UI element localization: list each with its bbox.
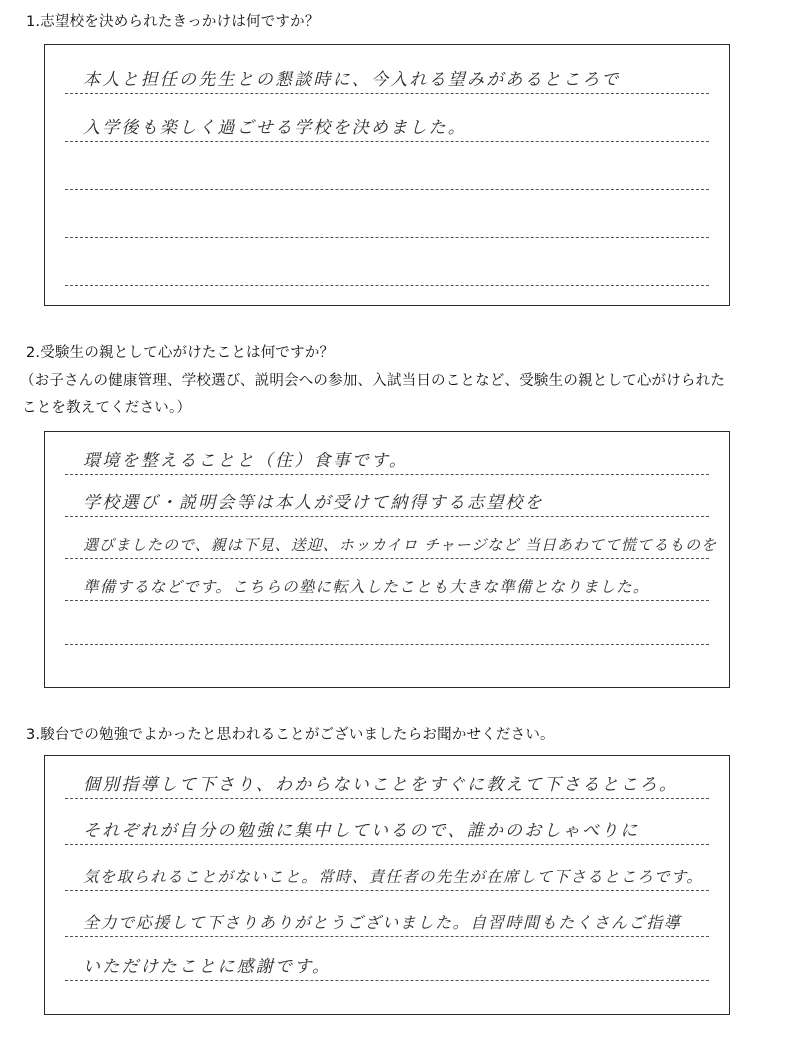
handwritten-answer-text: 入学後も楽しく過ごせる学校を決めました。 [83,118,467,138]
question-3-title: 3.駿台での勉強でよかったと思われることがございましたらお聞かせください。 [26,727,555,743]
answer-line [65,448,709,475]
question-2-title: 2.受験生の親として心がけたことは何ですか？ [26,345,335,361]
answer-box-3 [44,755,730,1015]
answer-line [65,259,709,286]
answer-line [65,954,709,981]
handwritten-answer-text: 本人と担任の先生との懇談時に、今入れる望みがあるところで [83,70,621,90]
answer-line [65,618,709,645]
answer-line [65,818,709,845]
answer-line [65,532,718,559]
handwritten-answer-text: いただけたことに感謝です。 [83,957,332,977]
answer-line [65,163,709,190]
handwritten-answer-text: 準備するなどです。こちらの塾に転入したことも大きな準備となりました。 [83,578,650,596]
question-1-title: 1.志望校を決められたきっかけは何ですか？ [26,14,320,30]
answer-line [65,772,709,799]
answer-box-2 [44,431,730,688]
answer-line [65,574,709,601]
question-2-subtitle: （お子さんの健康管理、学校選び、説明会への参加、入試当日のことなど、受験生の親として心がけられた [20,373,726,389]
handwritten-answer-text: それぞれが自分の勉強に集中しているので、誰かのおしゃべりに [83,821,640,841]
handwritten-answer-text: 気を取られることがないこと。常時、責任者の先生が在席して下さるところです。 [83,868,704,886]
handwritten-answer-text: 環境を整えることと（住）食事です。 [83,451,409,471]
answer-line [65,864,709,891]
answer-line [65,115,709,142]
question-2-subtitle: ことを教えてください。） [22,400,192,416]
answer-box-1 [44,44,730,306]
answer-line [65,211,709,238]
handwritten-answer-text: 個別指導して下さり、わからないことをすぐに教えて下さるところ。 [83,775,679,795]
answer-line [65,910,709,937]
handwritten-answer-text: 全力で応援して下さりありがとうございました。自習時間もたくさんご指導 [83,913,682,932]
answer-line [65,490,709,517]
handwritten-answer-text: 学校選び・説明会等は本人が受けて納得する志望校を [83,493,544,513]
answer-line [65,67,709,94]
handwritten-answer-text: 選びましたので、親は下見、送迎、ホッカイロ チャージなど 当日あわてて慌てるものを [83,536,718,554]
